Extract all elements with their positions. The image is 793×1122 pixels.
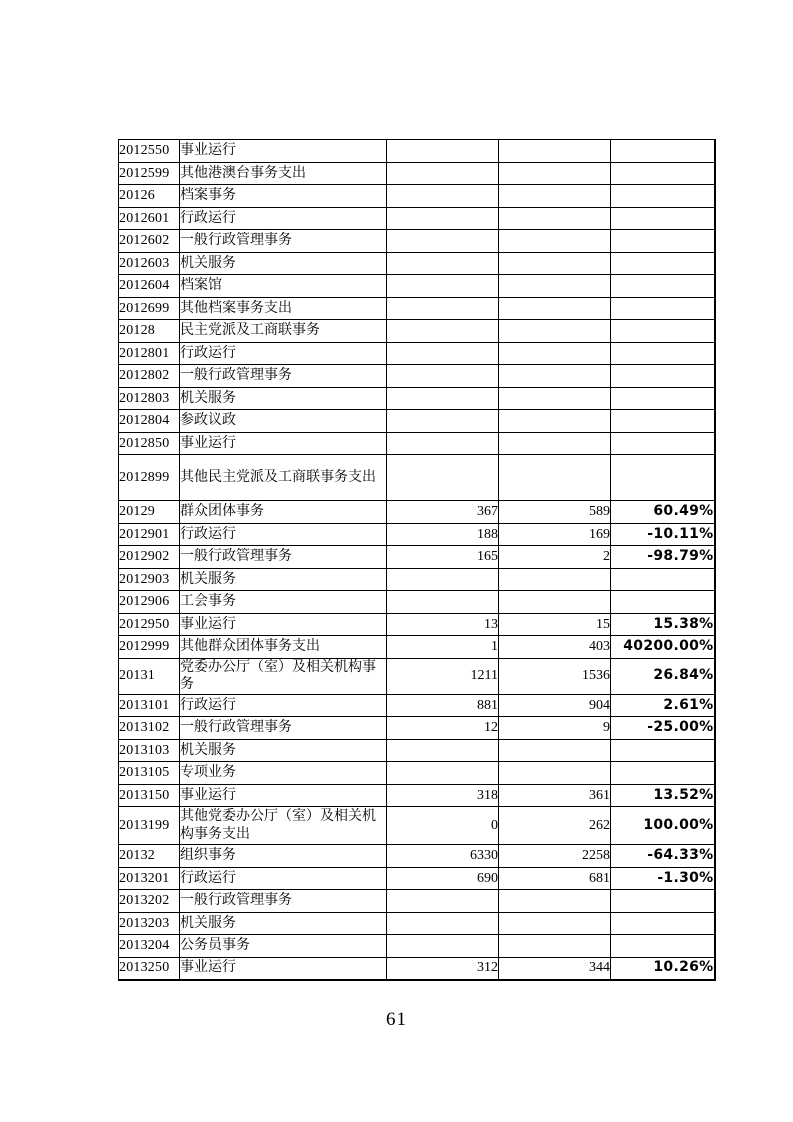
change-percent-cell: -98.79% <box>611 546 715 569</box>
amount-b-cell <box>499 320 611 343</box>
table-row <box>119 501 715 524</box>
budget-code-cell: 2012699 <box>119 297 180 320</box>
amount-a-cell: 367 <box>387 501 499 524</box>
amount-b-cell: 344 <box>499 957 611 980</box>
table-row <box>119 432 715 455</box>
budget-item-name-cell: 事业运行 <box>180 140 387 163</box>
budget-code-cell: 2013101 <box>119 694 180 717</box>
budget-item-name-cell: 其他群众团体事务支出 <box>180 636 387 659</box>
change-percent-cell <box>611 230 715 253</box>
table-row <box>119 162 715 185</box>
amount-b-cell: 9 <box>499 717 611 740</box>
table-row <box>119 546 715 569</box>
budget-code-cell: 20128 <box>119 320 180 343</box>
budget-item-name-cell: 一般行政管理事务 <box>180 890 387 913</box>
table-row <box>119 613 715 636</box>
amount-a-cell <box>387 410 499 433</box>
amount-b-cell: 15 <box>499 613 611 636</box>
budget-item-name-cell: 机关服务 <box>180 912 387 935</box>
table-row <box>119 207 715 230</box>
amount-a-cell <box>387 365 499 388</box>
budget-item-name-cell: 行政运行 <box>180 342 387 365</box>
amount-b-cell <box>499 342 611 365</box>
amount-a-cell <box>387 432 499 455</box>
change-percent-cell <box>611 568 715 591</box>
amount-b-cell <box>499 185 611 208</box>
change-percent-cell <box>611 935 715 958</box>
amount-a-cell: 881 <box>387 694 499 717</box>
budget-item-name-cell: 民主党派及工商联事务 <box>180 320 387 343</box>
table-row <box>119 845 715 868</box>
amount-b-cell: 2258 <box>499 845 611 868</box>
budget-code-cell: 2012602 <box>119 230 180 253</box>
amount-a-cell: 188 <box>387 523 499 546</box>
change-percent-cell: 26.84% <box>611 658 715 694</box>
amount-a-cell <box>387 890 499 913</box>
budget-item-name-cell: 参政议政 <box>180 410 387 433</box>
amount-a-cell: 12 <box>387 717 499 740</box>
budget-code-cell: 2013201 <box>119 867 180 890</box>
table-row <box>119 230 715 253</box>
budget-code-cell: 2013199 <box>119 807 180 845</box>
amount-a-cell <box>387 162 499 185</box>
table-row <box>119 455 715 501</box>
amount-b-cell: 681 <box>499 867 611 890</box>
amount-a-cell: 312 <box>387 957 499 980</box>
table-row <box>119 912 715 935</box>
amount-a-cell <box>387 455 499 501</box>
table-row <box>119 717 715 740</box>
table-row <box>119 342 715 365</box>
change-percent-cell <box>611 432 715 455</box>
amount-a-cell <box>387 762 499 785</box>
amount-a-cell <box>387 185 499 208</box>
table-row <box>119 867 715 890</box>
budget-item-name-cell: 行政运行 <box>180 207 387 230</box>
amount-b-cell <box>499 297 611 320</box>
budget-code-cell: 2012599 <box>119 162 180 185</box>
budget-code-cell: 20132 <box>119 845 180 868</box>
change-percent-cell <box>611 387 715 410</box>
budget-item-name-cell: 工会事务 <box>180 591 387 614</box>
amount-b-cell <box>499 591 611 614</box>
amount-a-cell: 318 <box>387 784 499 807</box>
table-row <box>119 523 715 546</box>
amount-b-cell <box>499 365 611 388</box>
amount-b-cell: 589 <box>499 501 611 524</box>
budget-code-cell: 2012850 <box>119 432 180 455</box>
budget-item-name-cell: 机关服务 <box>180 252 387 275</box>
budget-code-cell: 20126 <box>119 185 180 208</box>
budget-code-cell: 2012601 <box>119 207 180 230</box>
budget-code-cell: 20131 <box>119 658 180 694</box>
budget-code-cell: 2012804 <box>119 410 180 433</box>
budget-code-cell: 2012999 <box>119 636 180 659</box>
budget-code-cell: 2013105 <box>119 762 180 785</box>
amount-a-cell <box>387 252 499 275</box>
amount-a-cell: 0 <box>387 807 499 845</box>
budget-item-name-cell: 其他民主党派及工商联事务支出 <box>180 455 387 501</box>
amount-a-cell <box>387 912 499 935</box>
amount-a-cell <box>387 275 499 298</box>
amount-a-cell <box>387 387 499 410</box>
table-row <box>119 591 715 614</box>
table-row <box>119 297 715 320</box>
budget-item-name-cell: 事业运行 <box>180 432 387 455</box>
amount-a-cell: 690 <box>387 867 499 890</box>
table-row <box>119 568 715 591</box>
budget-code-cell: 2012550 <box>119 140 180 163</box>
table-row <box>119 140 715 163</box>
change-percent-cell <box>611 365 715 388</box>
table-row <box>119 935 715 958</box>
budget-code-cell: 2012801 <box>119 342 180 365</box>
amount-a-cell <box>387 935 499 958</box>
change-percent-cell: -64.33% <box>611 845 715 868</box>
amount-a-cell: 165 <box>387 546 499 569</box>
budget-code-cell: 2012902 <box>119 546 180 569</box>
change-percent-cell <box>611 762 715 785</box>
table-row <box>119 658 715 694</box>
amount-b-cell <box>499 890 611 913</box>
change-percent-cell <box>611 320 715 343</box>
table-row <box>119 185 715 208</box>
change-percent-cell <box>611 162 715 185</box>
amount-a-cell <box>387 568 499 591</box>
budget-code-cell: 2013202 <box>119 890 180 913</box>
amount-b-cell <box>499 230 611 253</box>
change-percent-cell: -25.00% <box>611 717 715 740</box>
budget-item-name-cell: 其他党委办公厅（室）及相关机构事务支出 <box>180 807 387 845</box>
budget-item-name-cell: 机关服务 <box>180 387 387 410</box>
amount-a-cell <box>387 297 499 320</box>
page-number: 61 <box>386 1009 407 1030</box>
budget-code-cell: 2012603 <box>119 252 180 275</box>
table-row <box>119 410 715 433</box>
budget-code-cell: 2012803 <box>119 387 180 410</box>
budget-item-name-cell: 事业运行 <box>180 613 387 636</box>
budget-table-body <box>119 140 715 980</box>
budget-item-name-cell: 专项业务 <box>180 762 387 785</box>
budget-item-name-cell: 组织事务 <box>180 845 387 868</box>
table-row <box>119 807 715 845</box>
amount-b-cell: 904 <box>499 694 611 717</box>
change-percent-cell <box>611 207 715 230</box>
amount-a-cell: 13 <box>387 613 499 636</box>
budget-item-name-cell: 其他港澳台事务支出 <box>180 162 387 185</box>
table-row <box>119 890 715 913</box>
amount-b-cell <box>499 432 611 455</box>
change-percent-cell <box>611 297 715 320</box>
budget-code-cell: 2013250 <box>119 957 180 980</box>
budget-code-cell: 2012899 <box>119 455 180 501</box>
amount-a-cell: 6330 <box>387 845 499 868</box>
budget-item-name-cell: 公务员事务 <box>180 935 387 958</box>
budget-item-name-cell: 事业运行 <box>180 784 387 807</box>
change-percent-cell <box>611 275 715 298</box>
change-percent-cell: -1.30% <box>611 867 715 890</box>
change-percent-cell: 40200.00% <box>611 636 715 659</box>
amount-b-cell <box>499 252 611 275</box>
budget-code-cell: 2012906 <box>119 591 180 614</box>
table-row <box>119 275 715 298</box>
change-percent-cell: -10.11% <box>611 523 715 546</box>
table-row <box>119 694 715 717</box>
table-row <box>119 636 715 659</box>
amount-b-cell: 262 <box>499 807 611 845</box>
budget-item-name-cell: 档案馆 <box>180 275 387 298</box>
change-percent-cell <box>611 890 715 913</box>
amount-b-cell <box>499 275 611 298</box>
change-percent-cell: 15.38% <box>611 613 715 636</box>
amount-b-cell <box>499 568 611 591</box>
budget-code-cell: 2012901 <box>119 523 180 546</box>
amount-b-cell <box>499 387 611 410</box>
amount-a-cell <box>387 207 499 230</box>
budget-item-name-cell: 机关服务 <box>180 568 387 591</box>
change-percent-cell: 60.49% <box>611 501 715 524</box>
table-row <box>119 365 715 388</box>
table-row <box>119 784 715 807</box>
amount-b-cell <box>499 455 611 501</box>
amount-b-cell <box>499 207 611 230</box>
budget-item-name-cell: 一般行政管理事务 <box>180 717 387 740</box>
change-percent-cell <box>611 912 715 935</box>
amount-b-cell <box>499 762 611 785</box>
change-percent-cell <box>611 140 715 163</box>
amount-b-cell <box>499 410 611 433</box>
table-row <box>119 387 715 410</box>
amount-b-cell <box>499 140 611 163</box>
table-row <box>119 762 715 785</box>
amount-b-cell: 2 <box>499 546 611 569</box>
change-percent-cell <box>611 739 715 762</box>
amount-b-cell: 403 <box>499 636 611 659</box>
table-row <box>119 739 715 762</box>
amount-b-cell: 169 <box>499 523 611 546</box>
budget-code-cell: 2012604 <box>119 275 180 298</box>
amount-b-cell <box>499 912 611 935</box>
change-percent-cell: 10.26% <box>611 957 715 980</box>
budget-item-name-cell: 档案事务 <box>180 185 387 208</box>
budget-item-name-cell: 群众团体事务 <box>180 501 387 524</box>
change-percent-cell <box>611 591 715 614</box>
budget-item-name-cell: 一般行政管理事务 <box>180 230 387 253</box>
change-percent-cell <box>611 185 715 208</box>
budget-item-name-cell: 行政运行 <box>180 867 387 890</box>
amount-a-cell <box>387 739 499 762</box>
budget-item-name-cell: 一般行政管理事务 <box>180 546 387 569</box>
change-percent-cell <box>611 455 715 501</box>
budget-item-name-cell: 一般行政管理事务 <box>180 365 387 388</box>
budget-code-cell: 2013204 <box>119 935 180 958</box>
change-percent-cell <box>611 342 715 365</box>
budget-item-name-cell: 行政运行 <box>180 523 387 546</box>
budget-code-cell: 20129 <box>119 501 180 524</box>
budget-continuation-table <box>118 139 716 981</box>
budget-item-name-cell: 党委办公厅（室）及相关机构事务 <box>180 658 387 694</box>
amount-b-cell <box>499 935 611 958</box>
budget-code-cell: 2012903 <box>119 568 180 591</box>
amount-a-cell <box>387 342 499 365</box>
budget-code-cell: 2012950 <box>119 613 180 636</box>
budget-item-name-cell: 事业运行 <box>180 957 387 980</box>
budget-code-cell: 2013102 <box>119 717 180 740</box>
table-row <box>119 252 715 275</box>
amount-a-cell: 1211 <box>387 658 499 694</box>
amount-b-cell <box>499 162 611 185</box>
amount-a-cell <box>387 591 499 614</box>
amount-b-cell: 361 <box>499 784 611 807</box>
budget-code-cell: 2012802 <box>119 365 180 388</box>
budget-code-cell: 2013150 <box>119 784 180 807</box>
change-percent-cell <box>611 252 715 275</box>
budget-code-cell: 2013203 <box>119 912 180 935</box>
budget-item-name-cell: 机关服务 <box>180 739 387 762</box>
budget-code-cell: 2013103 <box>119 739 180 762</box>
change-percent-cell: 2.61% <box>611 694 715 717</box>
amount-a-cell <box>387 230 499 253</box>
change-percent-cell: 100.00% <box>611 807 715 845</box>
budget-item-name-cell: 其他档案事务支出 <box>180 297 387 320</box>
table-row <box>119 957 715 980</box>
amount-a-cell <box>387 140 499 163</box>
budget-item-name-cell: 行政运行 <box>180 694 387 717</box>
table-row <box>119 320 715 343</box>
amount-b-cell <box>499 739 611 762</box>
amount-a-cell: 1 <box>387 636 499 659</box>
amount-b-cell: 1536 <box>499 658 611 694</box>
change-percent-cell: 13.52% <box>611 784 715 807</box>
amount-a-cell <box>387 320 499 343</box>
change-percent-cell <box>611 410 715 433</box>
